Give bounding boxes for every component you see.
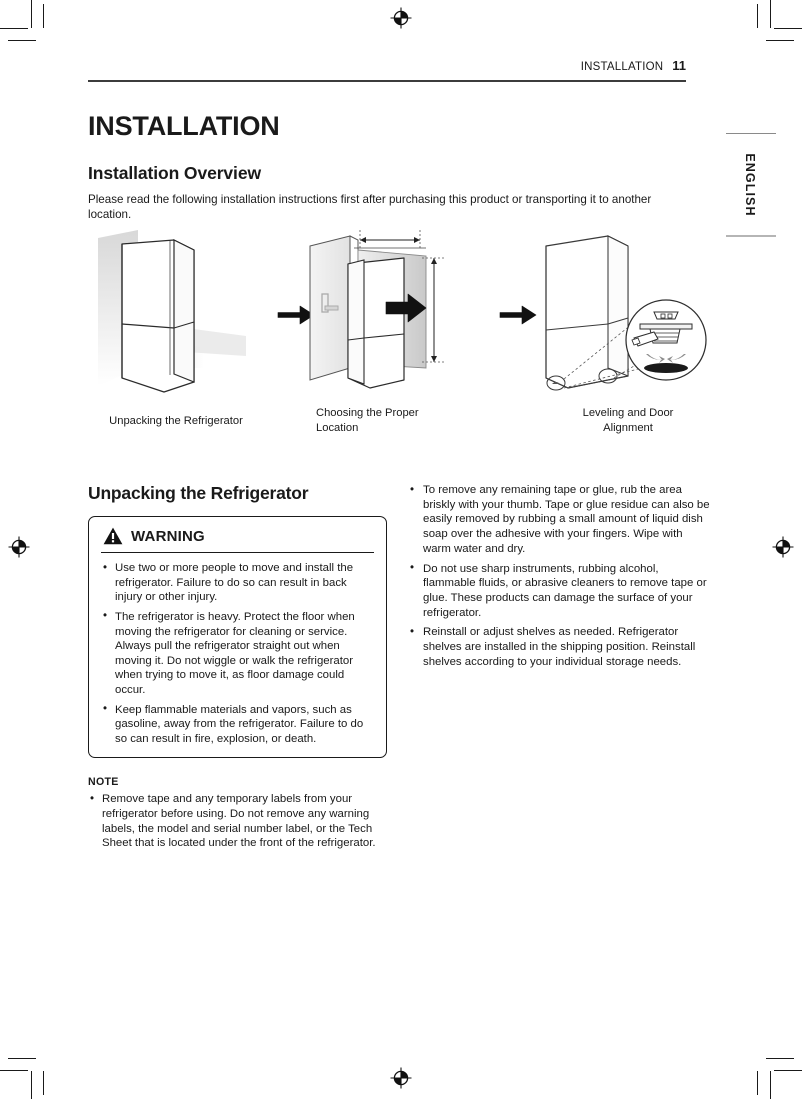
list-item: • Keep flammable materials and vapors, such as gasoline, away from the refrigerator. Failure to do so can result in fire, explosion, or death. [101,703,374,747]
header-section-label: INSTALLATION [580,61,664,73]
registration-target-icon-right [772,536,794,558]
crop-mark-top-left-vertical [31,0,32,28]
registration-target-icon-left [8,536,30,558]
list-item: • Remove tape and any temporary labels from your refrigerator before using. Do not remove any warning labels, the model and serial number label, or the Tech Sheet that is located under the front of the refrigerator. [88,792,388,850]
list-item: • To remove any remaining tape or glue, rub the area briskly with your thumb. Tape or glue residue can also be easily removed by rubbing a small amount of liquid dish soap over the adhesive with your fingers. Wipe with warm water and dry. [408,483,713,557]
illustration-caption-1: Unpacking the Refrigerator [109,415,243,427]
warning-list [101,561,374,746]
list-item: • The refrigerator is heavy. Protect the floor when moving the refrigerator for cleaning or service. Always pull the refrigerator straight out when moving it. Do not wiggle or walk the refrigerator when trying to move it, as floor damage could occur. [101,610,374,698]
crop-mark-bottom-right-vertical [770,1071,771,1099]
intro-paragraph: Please read the following installation instructions first after purchasing this product or transporting it to another location. [88,192,652,222]
crop-mark-top-right-vertical [770,0,771,28]
illustration-strip [86,228,706,443]
language-tab-label: ENGLISH [743,153,757,217]
left-column [88,483,388,851]
refrigerator-through-doorway-illustration [308,228,493,400]
header-divider [88,80,686,82]
illustration-caption-3: Leveling and Door Alignment [582,407,674,434]
crop-mark-bottom-left-horizontal [0,1070,28,1071]
page-header [88,58,686,73]
language-tab [722,133,778,237]
refrigerator-leveling-leg-illustration [534,228,709,400]
crop-mark-bottom-right-horizontal [774,1070,802,1071]
warning-header [101,526,374,552]
registration-target-icon-top [390,7,412,29]
warning-divider [101,552,374,553]
list-item: • Reinstall or adjust shelves as needed. Refrigerator shelves are installed in the shipping position. Reinstall shelves according to your individual storage needs. [408,625,713,669]
crop-mark-top-right-inner-vertical [757,4,758,28]
crop-mark-bottom-left-inner-vertical [43,1071,44,1095]
warning-triangle-icon [103,527,123,545]
language-tab-rule-bottom [726,235,776,237]
registration-target-icon-bottom [390,1067,412,1089]
illustration-caption-2: Choosing the Proper Location [316,407,419,434]
crop-mark-top-left-inner-horizontal [8,40,36,41]
crop-mark-top-left-inner-vertical [43,4,44,28]
right-column-list [408,483,713,669]
page-title: INSTALLATION [88,111,280,142]
warning-box [88,516,387,758]
note-label: NOTE [88,776,119,789]
arrow-right-icon-2 [498,303,538,327]
crop-mark-bottom-left-inner-horizontal [8,1058,36,1059]
crop-mark-bottom-right-inner-horizontal [766,1058,794,1059]
unpacking-subtitle: Unpacking the Refrigerator [88,483,309,503]
list-item: • Use two or more people to move and install the refrigerator. Failure to do so can result in back injury or other injury. [101,561,374,605]
crop-mark-top-left-horizontal [0,28,28,29]
warning-label: WARNING [131,527,205,545]
list-item: • Do not use sharp instruments, rubbing alcohol, flammable fluids, or abrasive cleaners to remove tape or glue. These products can damage the surface of your refrigerator. [408,562,713,621]
crop-mark-top-right-inner-horizontal [766,40,794,41]
note-list [88,792,388,850]
crop-mark-bottom-right-inner-vertical [757,1071,758,1095]
crop-mark-bottom-left-vertical [31,1071,32,1099]
section-title: Installation Overview [88,162,261,183]
page-number: 11 [672,58,686,73]
right-column [408,483,713,669]
crop-mark-top-right-horizontal [774,28,802,29]
